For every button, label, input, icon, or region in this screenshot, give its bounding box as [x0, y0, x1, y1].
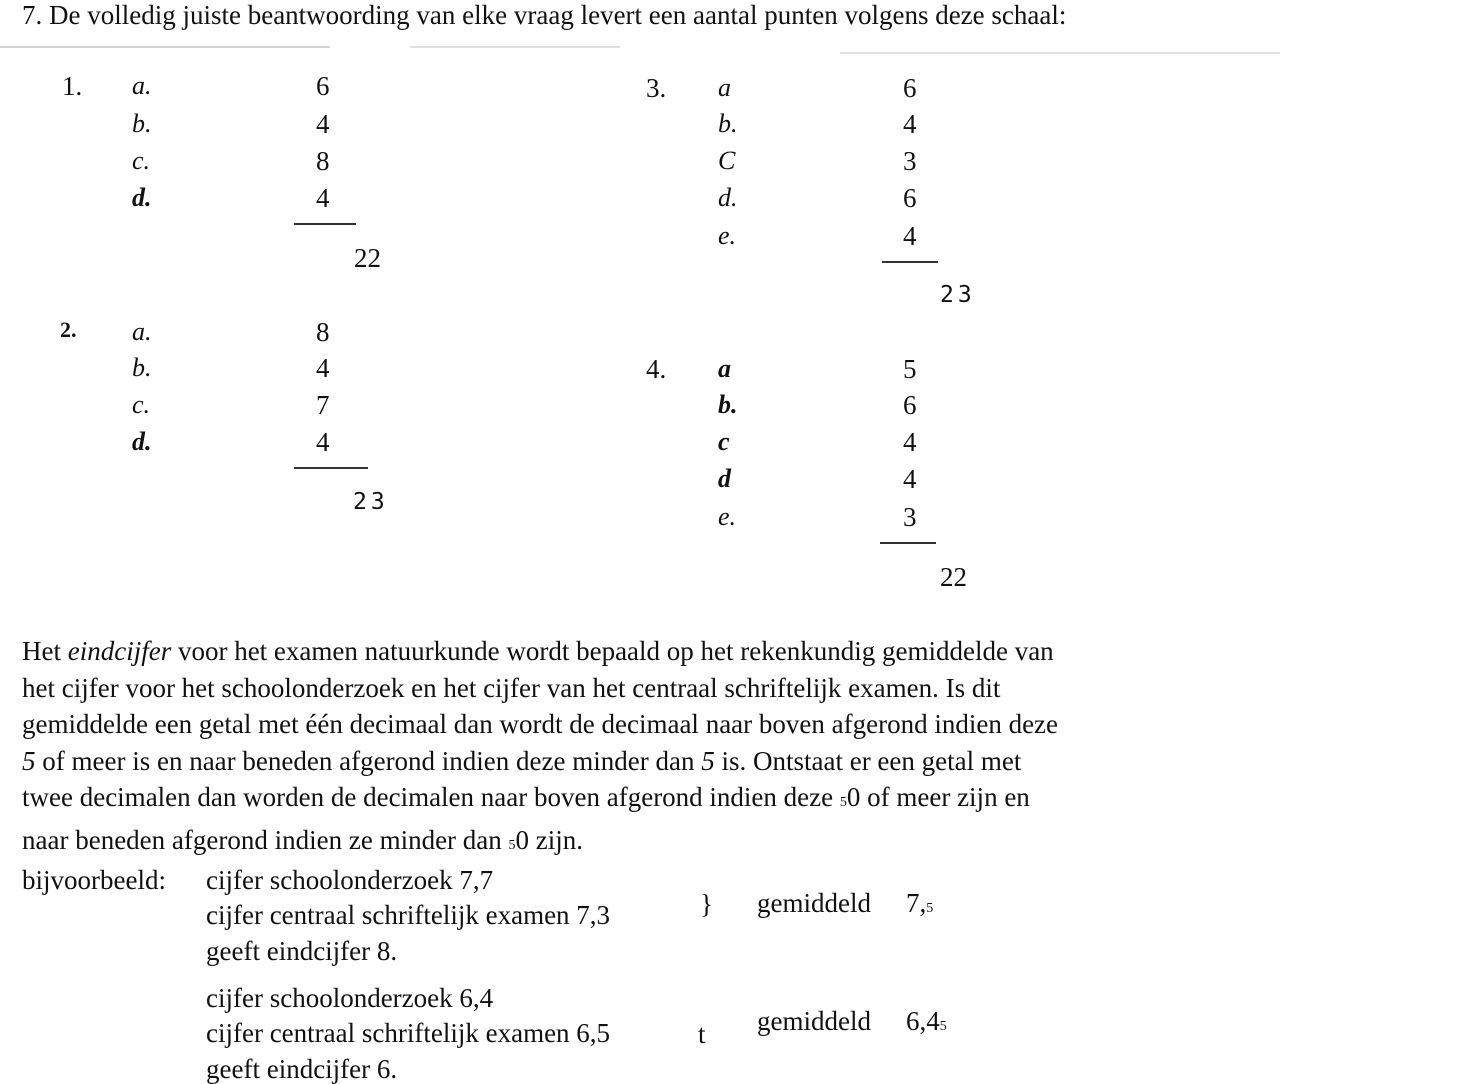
sub-label: d. [132, 183, 152, 212]
sub-points: 4 [903, 109, 917, 139]
question-number: 2. [60, 317, 77, 342]
text-run: twee decimalen dan worden de decimalen naar boven afgerond indien deze [22, 782, 840, 812]
text-run: 0 zijn. [515, 824, 584, 855]
question-total: 23 [940, 282, 976, 308]
example-line: cijfer centraal schriftelijk examen 6,5 [206, 1018, 611, 1048]
sum-line [294, 467, 368, 469]
paragraph-line [22, 743, 1242, 780]
sub-label: b. [132, 109, 152, 138]
sum-line [880, 542, 936, 544]
sub-points: 6 [903, 390, 917, 420]
sub-label: c. [132, 146, 151, 175]
sub-label: b. [132, 353, 152, 382]
text-run: naar beneden afgerond indien ze minder dan [22, 824, 509, 855]
sub-points: 4 [903, 464, 917, 494]
brace-symbol: } [700, 889, 713, 919]
sub-label: b. [718, 109, 738, 138]
text-run: Het [22, 636, 68, 666]
text-run: 0 of meer zijn en [846, 782, 1030, 812]
sub-points: 6 [903, 73, 917, 103]
emphasis-term: eindcijfer [67, 636, 172, 666]
sub-points: 4 [316, 183, 330, 213]
sub-points: 4 [316, 353, 330, 383]
sub-label: e. [718, 221, 737, 250]
text-run: is. Ontstaat er een getal met [714, 745, 1022, 776]
sub-points: 3 [903, 146, 917, 176]
paragraph-line [22, 633, 1242, 670]
sub-points: 5 [903, 354, 917, 384]
question-heading: 7. De volledig juiste beantwoording van elke vraag levert een aantal punten volgens deze schaal: [22, 0, 1067, 30]
sub-label: e. [718, 502, 737, 531]
question-number: 4. [646, 354, 667, 384]
example-line: cijfer centraal schriftelijk examen 7,3 [206, 900, 611, 930]
sub-points: 7 [316, 390, 330, 420]
question-total: 22 [940, 562, 967, 592]
sub-label: a [718, 354, 731, 383]
sub-label: a. [132, 317, 152, 346]
sub-points: 4 [903, 221, 917, 251]
eindcijfer-paragraph [22, 633, 1242, 864]
sub-points: 4 [903, 427, 917, 457]
sub-points: 4 [316, 427, 330, 457]
example-line: cijfer schoolonderzoek 7,7 [206, 865, 494, 895]
small-digit: 5 [926, 901, 934, 916]
scan-artifact [410, 46, 620, 48]
sub-label: C [718, 146, 736, 175]
sub-label: b. [718, 390, 738, 419]
sub-points: 3 [903, 502, 917, 532]
scan-artifact [840, 52, 1280, 54]
question-total: 23 [353, 489, 389, 515]
example-label: bijvoorbeeld: [22, 865, 166, 895]
sub-points: 6 [903, 183, 917, 213]
example-line: geeft eindcijfer 6. [206, 1054, 398, 1084]
question-number: 1. [62, 71, 83, 101]
small-digit: 5 [939, 1019, 947, 1034]
average-label: gemiddeld [757, 1006, 871, 1036]
small-digit: 5 [839, 795, 847, 810]
sub-label: d. [718, 183, 738, 212]
small-digit: 5 [508, 837, 516, 853]
paragraph-line [22, 822, 1242, 865]
sub-label: c. [132, 390, 151, 419]
sum-line [294, 223, 356, 225]
sum-line [882, 261, 938, 263]
scan-artifact [0, 46, 330, 48]
text-run: 6,4 [906, 1006, 940, 1036]
sub-points: 4 [316, 109, 330, 139]
paragraph-line: het cijfer voor het schoolonderzoek en het cijfer van het centraal schriftelijk examen. Is dit [22, 672, 1001, 703]
emphasis-digit: 5 [701, 745, 715, 776]
text-run: 7, [906, 888, 927, 918]
sub-label: d. [132, 427, 152, 456]
sub-label: c [718, 427, 730, 456]
average-value [906, 1008, 947, 1035]
question-total: 22 [354, 243, 381, 273]
sub-points: 8 [316, 317, 330, 347]
brace-symbol: t [698, 1019, 706, 1049]
sub-points: 6 [316, 71, 330, 101]
sub-label: d [718, 464, 731, 493]
average-value [906, 890, 933, 917]
question-number: 3. [646, 73, 667, 103]
average-label: gemiddeld [757, 888, 871, 918]
text-run: of meer is en naar beneden afgerond indien deze minder dan [35, 745, 702, 776]
example-line: geeft eindcijfer 8. [206, 936, 398, 966]
sub-points: 8 [316, 146, 330, 176]
sub-label: a [718, 73, 731, 102]
paragraph-line [22, 779, 1242, 822]
emphasis-digit: 5 [22, 745, 36, 776]
paragraph-line: gemiddelde een getal met één decimaal dan wordt de decimaal naar boven afgerond indien deze [22, 709, 1059, 739]
text-run: voor het examen natuurkunde wordt bepaald op het rekenkundig gemiddelde van [171, 636, 1054, 666]
sub-label: a. [132, 71, 152, 100]
example-line: cijfer schoolonderzoek 6,4 [206, 983, 494, 1013]
